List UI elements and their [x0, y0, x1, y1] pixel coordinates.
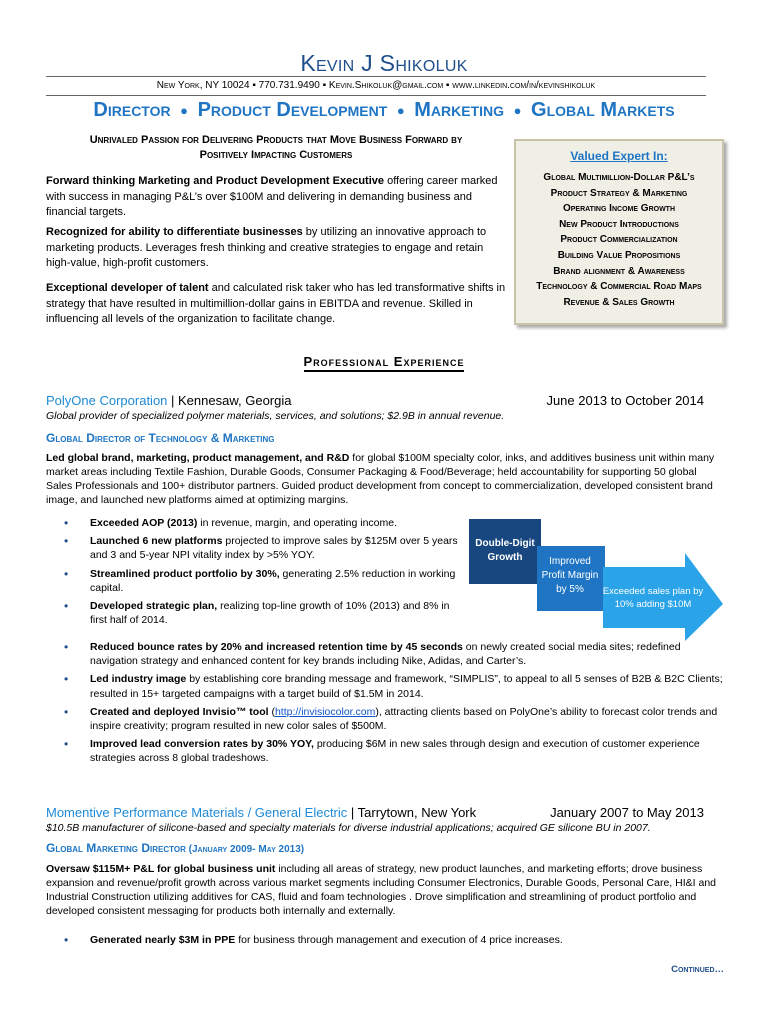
continued-label: Continued…	[671, 964, 724, 975]
section-title-text: Professional Experience	[304, 354, 465, 372]
headline-separator: ●	[180, 103, 189, 119]
job-summary	[46, 451, 718, 507]
graphic-step-1	[469, 519, 541, 584]
expert-item: New Product Introductions	[559, 218, 679, 230]
expert-list	[516, 170, 722, 310]
list-item: • Streamlined product portfolio by 30%, generating 2.5% reduction in working capital.	[64, 567, 460, 595]
list-item: • Generated nearly $3M in PPE for business through management and execution of 4 price increases.	[64, 933, 724, 947]
headline-separator: ●	[396, 103, 405, 119]
step-2-line: Profit Margin	[541, 570, 599, 581]
job-header	[46, 393, 706, 408]
job-dates: January 2007 to May 2013	[550, 805, 704, 820]
step-1-line: Growth	[487, 552, 523, 563]
list-item: • Reduced bounce rates by 20% and increased retention time by 45 seconds on newly created social media sites; redefined navigation strategy and enhanced content for key brands including Nike, Adidas, and Carter’s.	[64, 640, 724, 668]
job-dates: June 2013 to October 2014	[546, 393, 704, 408]
summary-text: by utilizing an innovative approach to marketing products. Leverages fresh thinking and creative strategies to engage and retain high-value, high-profit customers.	[46, 226, 487, 270]
job-summary-text: for global $100M specialty color, inks, and additives business unit within many market areas including Textile Fashion, Durable Goods, Consumer Packaging & Food/Beverage; held accountability for supporting 50 global Sales Professionals and 100+ distributor partners. Guided product development from concept to commercialization, developed consistent brand image, and launched new platforms aimed at optimizing margins.	[46, 452, 715, 506]
headline-item: Product Development	[197, 99, 388, 121]
contact-line: New York, NY 10024 ▪ 770.731.9490 ▪ Kevin.Shikoluk@gmail.com ▪ www.linkedin.com/in/kevinshikoluk	[46, 76, 706, 96]
summary-paragraph	[46, 225, 506, 272]
company-location: | Tarrytown, New York	[347, 805, 477, 820]
list-item: • Led industry image by establishing core branding message and framework, “SIMPLIS”, to appeal to all 5 senses of B2B & B2C Clients; resulted in 15+ targeted campaigns with a target build of $1.5M in 2014.	[64, 672, 724, 700]
job-role-title: Global Marketing Director	[46, 841, 186, 855]
step-3-arrow	[603, 553, 723, 641]
step-3-line: Exceeded sales plan by	[602, 586, 704, 597]
achievement-list	[64, 516, 460, 631]
job-header	[46, 805, 706, 820]
summary-lead: Recognized for ability to differentiate businesses	[46, 226, 303, 238]
job-role-dates: (January 2009- May 2013)	[185, 844, 305, 855]
expert-item: Global Multimillion-Dollar P&L’s	[543, 172, 695, 183]
list-item: • Developed strategic plan, realizing top-line growth of 10% (2013) and 8% in first half of 2014.	[64, 599, 460, 627]
list-item: • Launched 6 new platforms projected to improve sales by $125M over 5 years and 3 and 5-year NPI vitality index by >5% YOY.	[64, 534, 460, 562]
headline	[0, 99, 768, 122]
expert-item: Operating Income Growth	[562, 203, 676, 215]
summary-text: and calculated risk taker who has led transformative shifts in strategy that have resulted in multimillion-dollar gains in EBITDA and revenue. Skilled in influencing all levels of the organization to facilitate change.	[46, 282, 506, 326]
company-location: | Kennesaw, Georgia	[167, 393, 292, 408]
summary-lead: Forward thinking Marketing and Product Development Executive	[46, 175, 385, 187]
expert-item: Product Strategy & Marketing	[550, 187, 688, 199]
company-description: Global provider of specialized polymer materials, services, and solutions; $2.9B in annual revenue.	[46, 410, 505, 422]
headline-item: Marketing	[414, 99, 505, 121]
expert-item: Building Value Propositions	[557, 249, 681, 261]
job-role	[46, 431, 706, 445]
expert-title: Valued Expert In:	[570, 149, 668, 163]
step-2-line: by 5%	[556, 584, 584, 595]
company-name: Momentive Performance Materials / General Electric	[46, 805, 348, 820]
job-summary-text: including all areas of strategy, new product launches, and marketing efforts; drove business expansion and revenue/profit growth across various market segments including Consumer Electronics, Durable Goods, Personal Care, HI&I and Industrial Construction utilizing additives for CAS, fluid and foam technologies . Drove simplification and streamlining of product portfolio and developed consistent messaging for products both internally and externally.	[46, 863, 717, 917]
summary-text: offering career marked with success in managing P&L’s over $100M and delivering in demanding business and financial targets.	[46, 175, 498, 219]
expert-item: Revenue & Sales Growth	[563, 296, 675, 308]
invisio-link[interactable]: http://invisiocolor.com	[274, 705, 376, 718]
expert-item: Brand alignment & Awareness	[553, 265, 685, 277]
tagline-line: Positively Impacting Customers	[199, 149, 353, 161]
list-item: • Improved lead conversion rates by 30% YOY, producing $6M in new sales through design and execution of customer experience strategies across 8 global tradeshows.	[64, 737, 724, 765]
headline-item: Global Markets	[531, 99, 675, 121]
expert-item: Product Commercialization	[560, 234, 678, 246]
list-item: • Exceeded AOP (2013) in revenue, margin, and operating income.	[64, 516, 460, 530]
company-name: PolyOne Corporation	[46, 393, 168, 408]
list-item: • Created and deployed Invisio™ tool (http://invisiocolor.com), attracting clients based on PolyOne’s ability to forecast color trends and inspire creativity; program resulted in new color sales of $500M.	[64, 705, 724, 733]
job-summary	[46, 862, 718, 918]
achievement-list	[64, 640, 724, 770]
tagline	[46, 133, 506, 163]
job-role-title: Global Director of Technology & Marketing	[46, 431, 275, 445]
summary-paragraph	[46, 174, 506, 221]
tagline-line: Unrivaled Passion for Delivering Products that Move Business Forward by	[89, 134, 463, 146]
step-1-line: Double-Digit	[475, 538, 535, 549]
graphic-step-3	[603, 553, 723, 641]
step-3-line: 10% adding $10M	[614, 599, 692, 610]
growth-graphic	[469, 519, 725, 641]
company-description: $10.5B manufacturer of silicone-based and specialty materials for diverse industrial applications; acquired GE silicone BU in 2007.	[46, 822, 651, 834]
summary-paragraph	[46, 281, 506, 328]
candidate-name: Kevin J Shikoluk	[300, 50, 468, 76]
section-title	[0, 354, 768, 369]
summary-lead: Exceptional developer of talent	[46, 282, 209, 294]
expert-item: Technology & Commercial Road Maps	[536, 281, 702, 293]
valued-expert-box	[514, 139, 724, 325]
job-summary-lead: Led global brand, marketing, product management, and R&D	[46, 452, 350, 464]
headline-separator: ●	[513, 103, 522, 119]
job-summary-lead: Oversaw $115M+ P&L for global business unit	[46, 863, 276, 875]
job-role	[46, 841, 706, 855]
graphic-step-2	[537, 546, 605, 611]
headline-item: Director	[93, 99, 171, 121]
step-2-line: Improved	[549, 556, 591, 567]
achievement-list	[64, 933, 724, 951]
